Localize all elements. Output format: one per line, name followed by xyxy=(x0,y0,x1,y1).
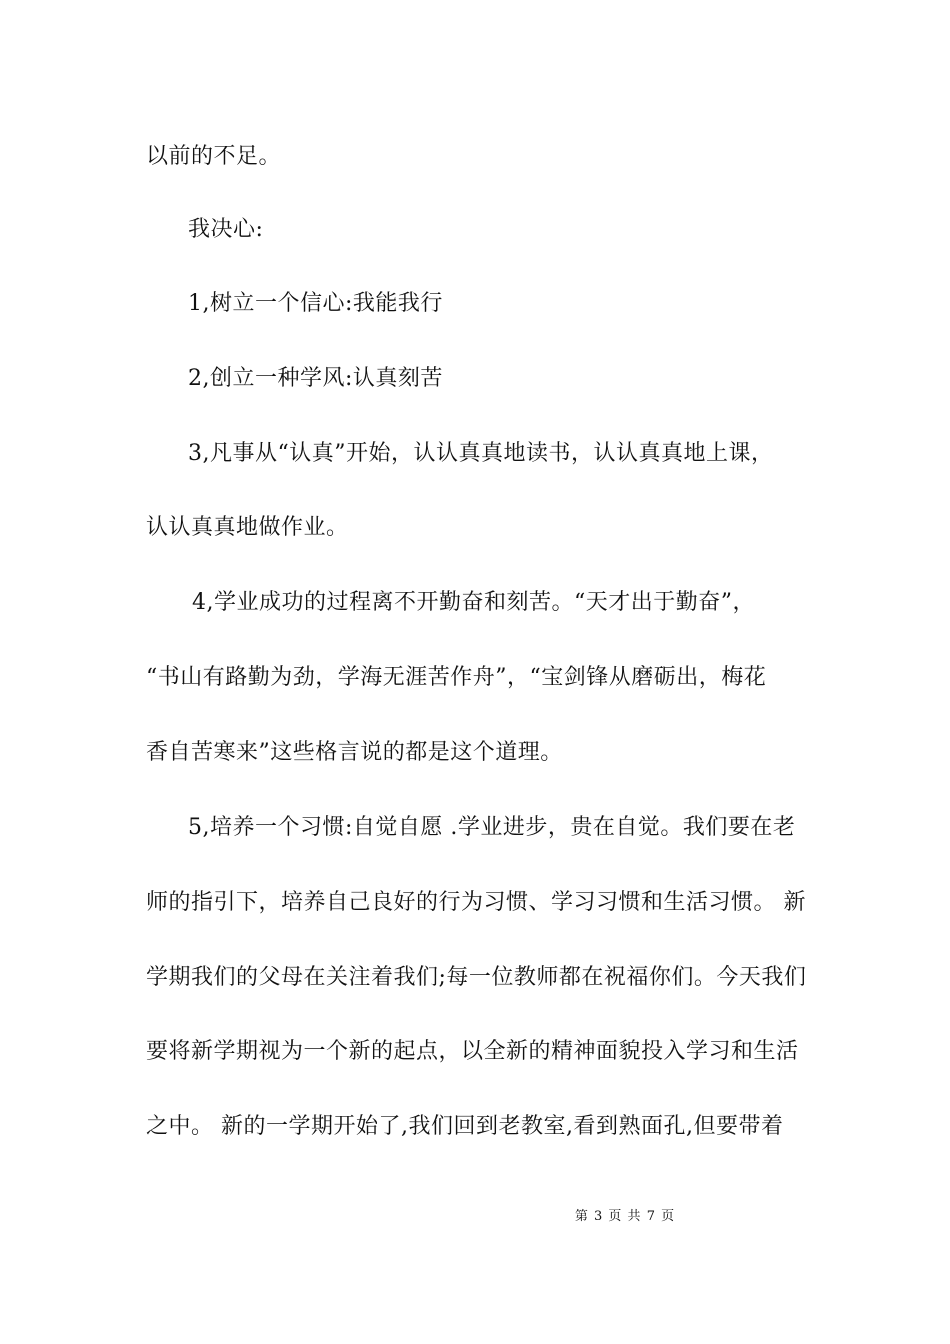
paragraph-line: 认认真真地做作业。 xyxy=(146,515,349,540)
paragraph-line: 要将新学期视为一个新的起点，以全新的精神面貌投入学习和生活 xyxy=(146,1039,799,1064)
paragraph-line: 以前的不足。 xyxy=(146,144,282,169)
paragraph-line: 我决心: xyxy=(188,217,264,242)
list-item: 5,培养一个习惯:自觉自愿 .学业进步，贵在自觉。我们要在老 xyxy=(188,815,796,840)
list-item: 4,学业成功的过程离不开勤奋和刻苦。“天才出于勤奋”， xyxy=(192,590,755,615)
paragraph-line: 学期我们的父母在关注着我们;每一位教师都在祝福你们。今天我们 xyxy=(146,965,807,990)
list-item: 1,树立一个信心:我能我行 xyxy=(188,291,443,316)
list-item: 3,凡事从“认真”开始，认认真真地读书，认认真真地上课， xyxy=(188,441,774,466)
paragraph-line: 师的指引下，培养自己良好的行为习惯、学习习惯和生活习惯。 新 xyxy=(146,890,806,915)
paragraph-line: 香自苦寒来”这些格言说的都是这个道理。 xyxy=(146,740,563,765)
list-item: 2,创立一种学风:认真刻苦 xyxy=(188,366,443,391)
paragraph-line: 之中。 新的一学期开始了,我们回到老教室,看到熟面孔,但要带着 xyxy=(146,1114,784,1139)
page-number-footer: 第 3 页 共 7 页 xyxy=(574,1209,676,1224)
paragraph-line: “书山有路勤为劲，学海无涯苦作舟”，“宝剑锋从磨砺出，梅花 xyxy=(146,665,767,690)
